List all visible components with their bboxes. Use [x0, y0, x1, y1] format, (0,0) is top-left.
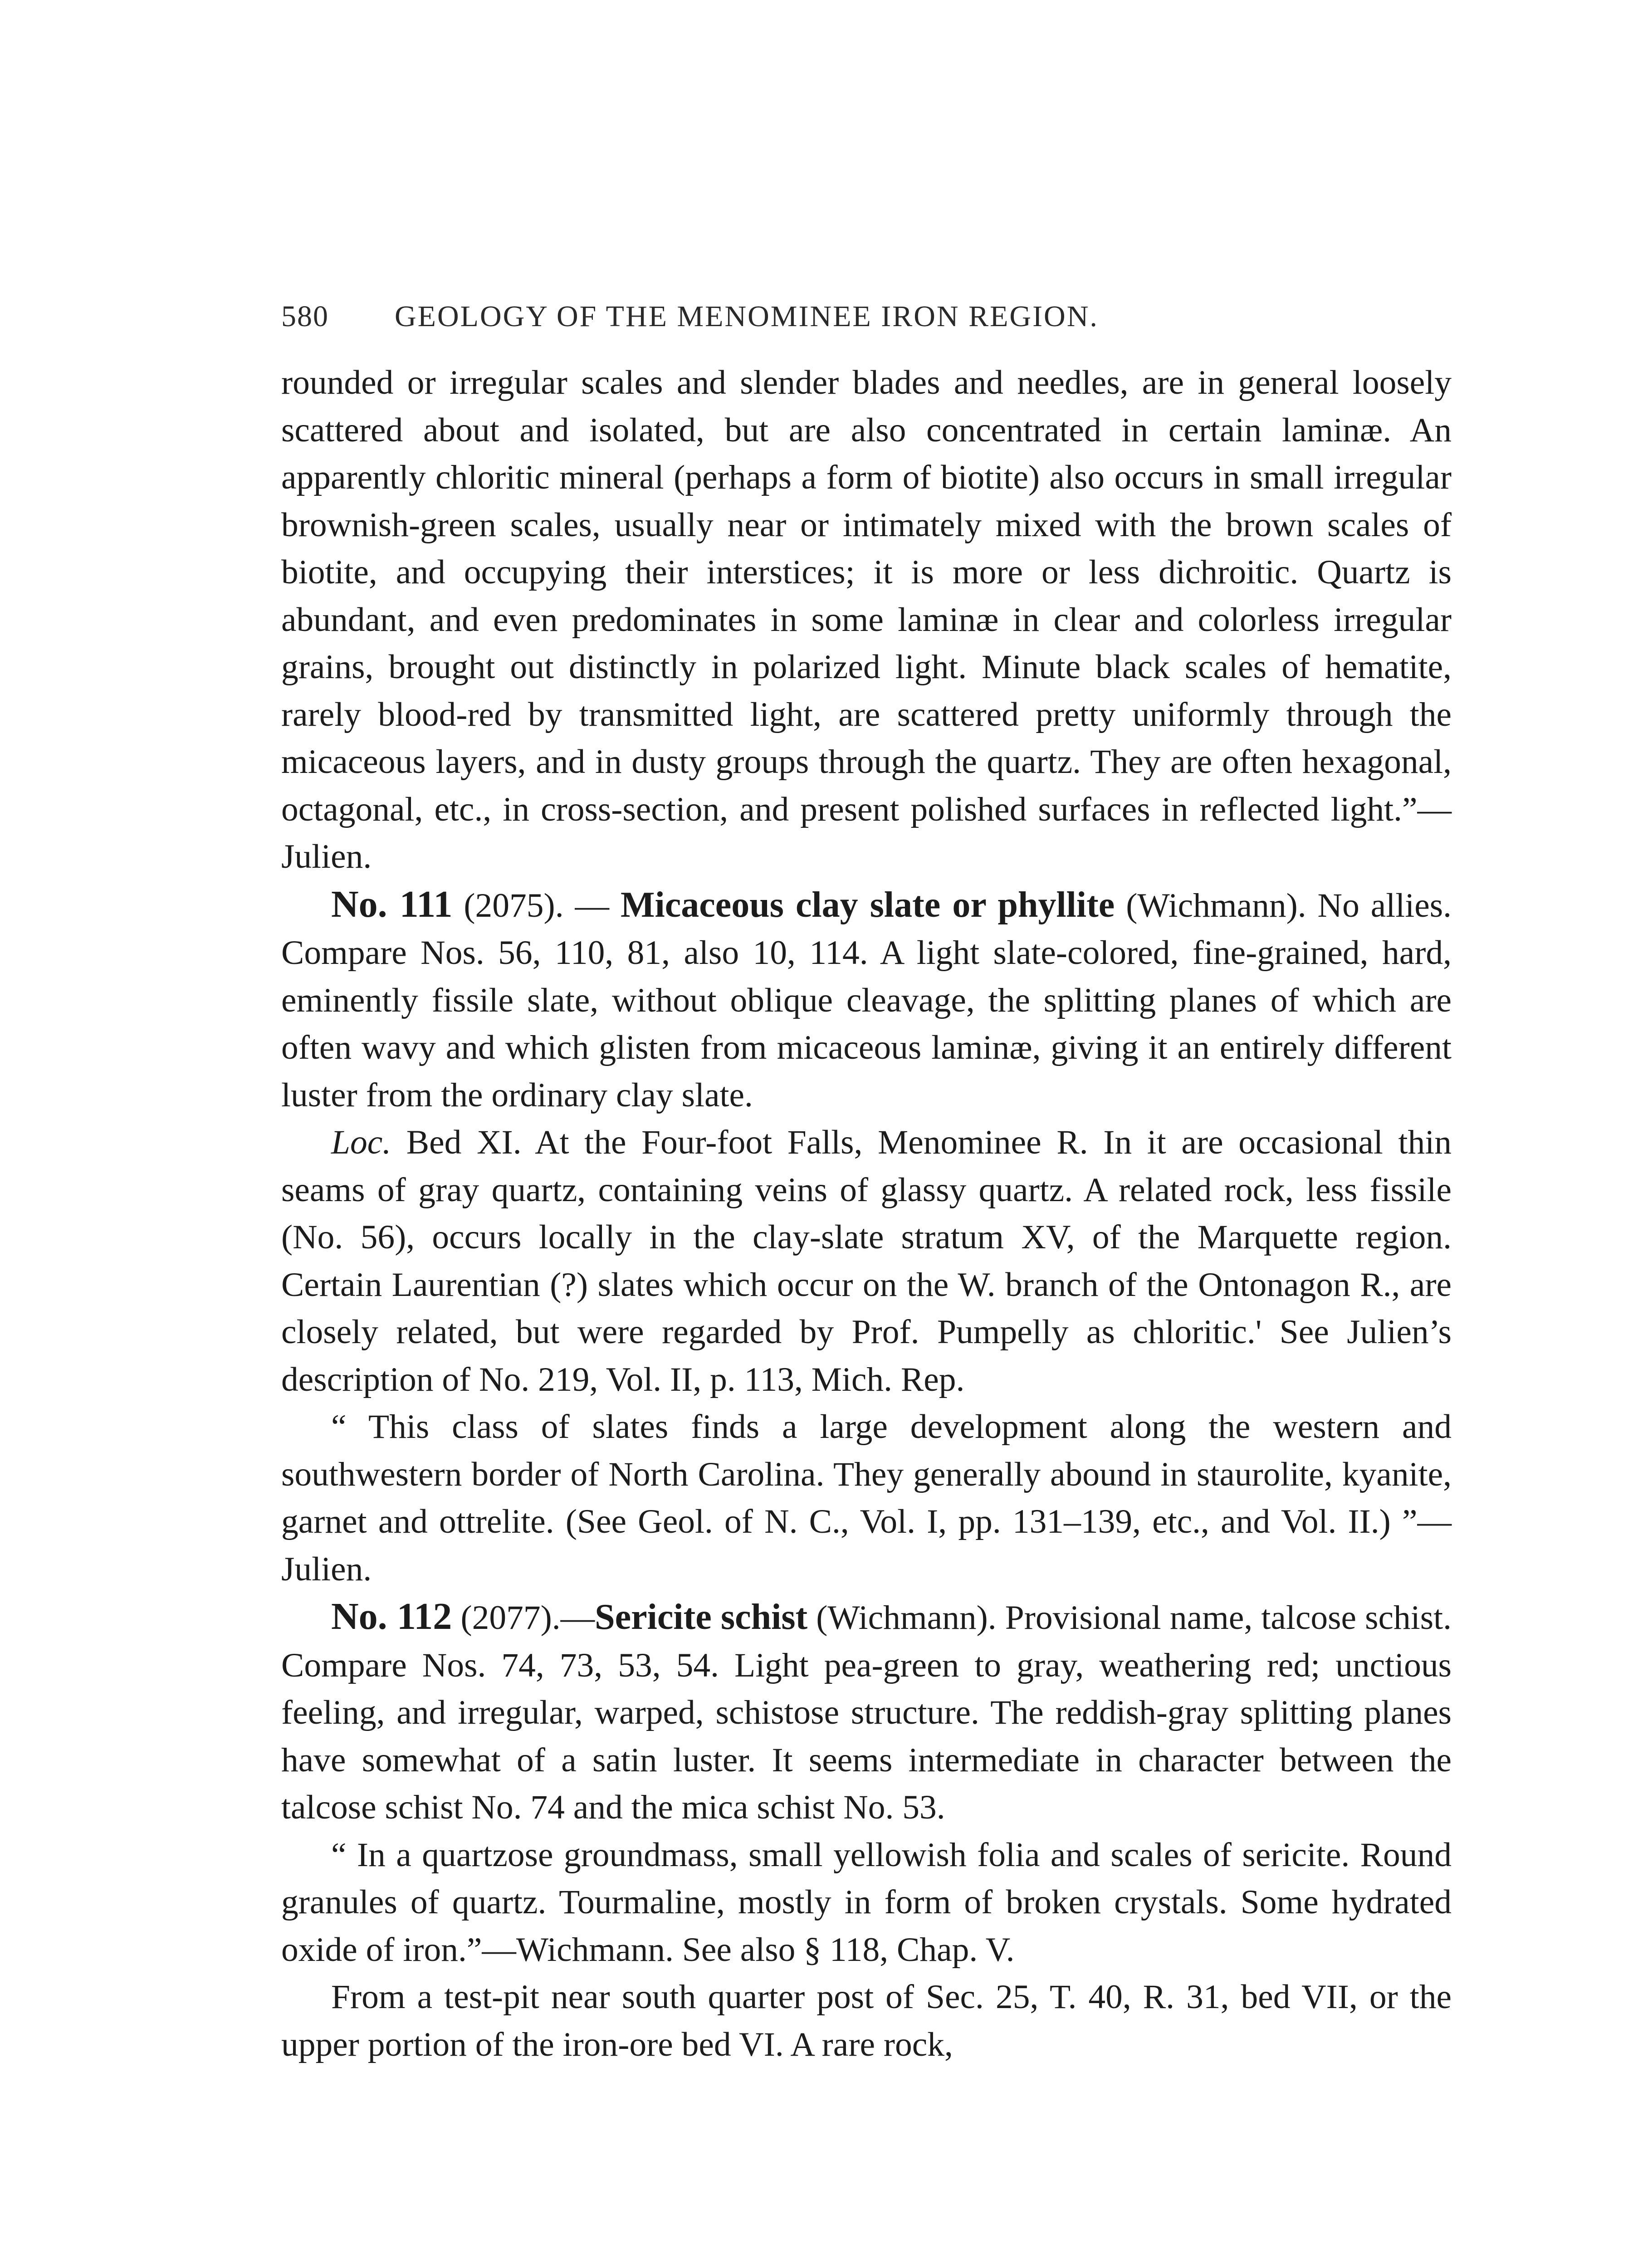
paragraph-text: (Wichmann). Provisional name, talcose schist. Compare Nos. 74, 73, 53, 54. Light pea-green to gray, weathering red; unctious feeling, and irregular, warped, schistose structure. The reddish-gray splitting planes have somewhat of a satin luster. It seems intermediate in character between the talcose schist No. 74 and the mica schist No. 53.: [281, 1599, 1452, 1826]
catalog-number: (2077).—: [452, 1599, 595, 1637]
paragraph-text: rounded or irregular scales and slender blades and needles, are in general loosely scattered about and isolated, but are also concentrated in certain laminæ. An apparently chloritic mineral (perhaps a form of biotite) also occurs in small irregular brownish-green scales, usually near or intimately mixed with the brown scales of biotite, and occupying their interstices; it is more or less dichroitic. Quartz is abundant, and even predominates in some laminæ in clear and colorless irregular grains, brought out distinctly in polarized light. Minute black scales of hematite, rarely blood-red by transmitted light, are scattered pretty uniformly through the micaceous layers, and in dusty groups through the quartz. They are often hexagonal, octagonal, etc., in cross-section, and present polished surfaces in reflected light.”—Julien.: [281, 364, 1452, 875]
locality-label: Loc.: [331, 1124, 391, 1161]
paragraph-text: From a test-pit near south quarter post of Sec. 25, T. 40, R. 31, bed VII, or the upper portion of the iron-ore bed VI. A rare rock,: [281, 1978, 1452, 2063]
paragraph-text: Bed XI. At the Four-foot Falls, Menominee R. In it are occasional thin seams of gray quartz, containing veins of glassy quartz. A related rock, less fissile (No. 56), occurs locally in the clay-slate stratum XV, of the Marquette region. Certain Laurentian (?) slates which occur on the W. branch of the Ontonagon R., are closely related, but were regarded by Prof. Pumpelly as chloritic.' See Julien’s description of No. 219, Vol. II, p. 113, Mich. Rep.: [281, 1124, 1452, 1398]
rock-name: Micaceous clay slate or phyllite: [620, 885, 1115, 925]
paragraph-text: “ This class of slates finds a large development along the western and southwestern border of North Carolina. They generally abound in staurolite, kyanite, garnet and ottrelite. (See Geol. of N. C., Vol. I, pp. 131–139, etc., and Vol. II.) ”— Julien.: [281, 1408, 1452, 1588]
entry-number: No. 112: [331, 1595, 452, 1637]
page-number: 580: [281, 300, 329, 333]
wichmann-quote-paragraph: [281, 1832, 1452, 1974]
locality-paragraph: [281, 1119, 1452, 1403]
paragraph-continuation: [281, 359, 1452, 881]
paragraph-text: (Wichmann). No allies. Compare Nos. 56, 110, 81, also 10, 114. A light slate-colored, fine-grained, hard, eminently fissile slate, without oblique cleavage, the splitting planes of which are often wavy and which glisten from micaceous laminæ, giving it an entirely different luster from the ordinary clay slate.: [281, 886, 1452, 1114]
rock-name: Sericite schist: [595, 1597, 808, 1637]
running-head: [281, 299, 1452, 334]
entry-no-111: [281, 881, 1452, 1119]
catalog-number: (2075). —: [452, 886, 621, 924]
entry-number: No. 111: [331, 883, 453, 925]
entry-no-112: [281, 1593, 1452, 1832]
test-pit-paragraph: [281, 1974, 1452, 2068]
julien-quote-paragraph: [281, 1403, 1452, 1593]
running-title: GEOLOGY OF THE MENOMINEE IRON REGION.: [395, 300, 1099, 333]
paragraph-text: “ In a quartzose groundmass, small yellowish folia and scales of sericite. Round granules of quartz. Tourmaline, mostly in form of broken crystals. Some hydrated oxide of iron.”—Wichmann. See also § 118, Chap. V.: [281, 1836, 1452, 1969]
book-page: [281, 299, 1452, 2068]
